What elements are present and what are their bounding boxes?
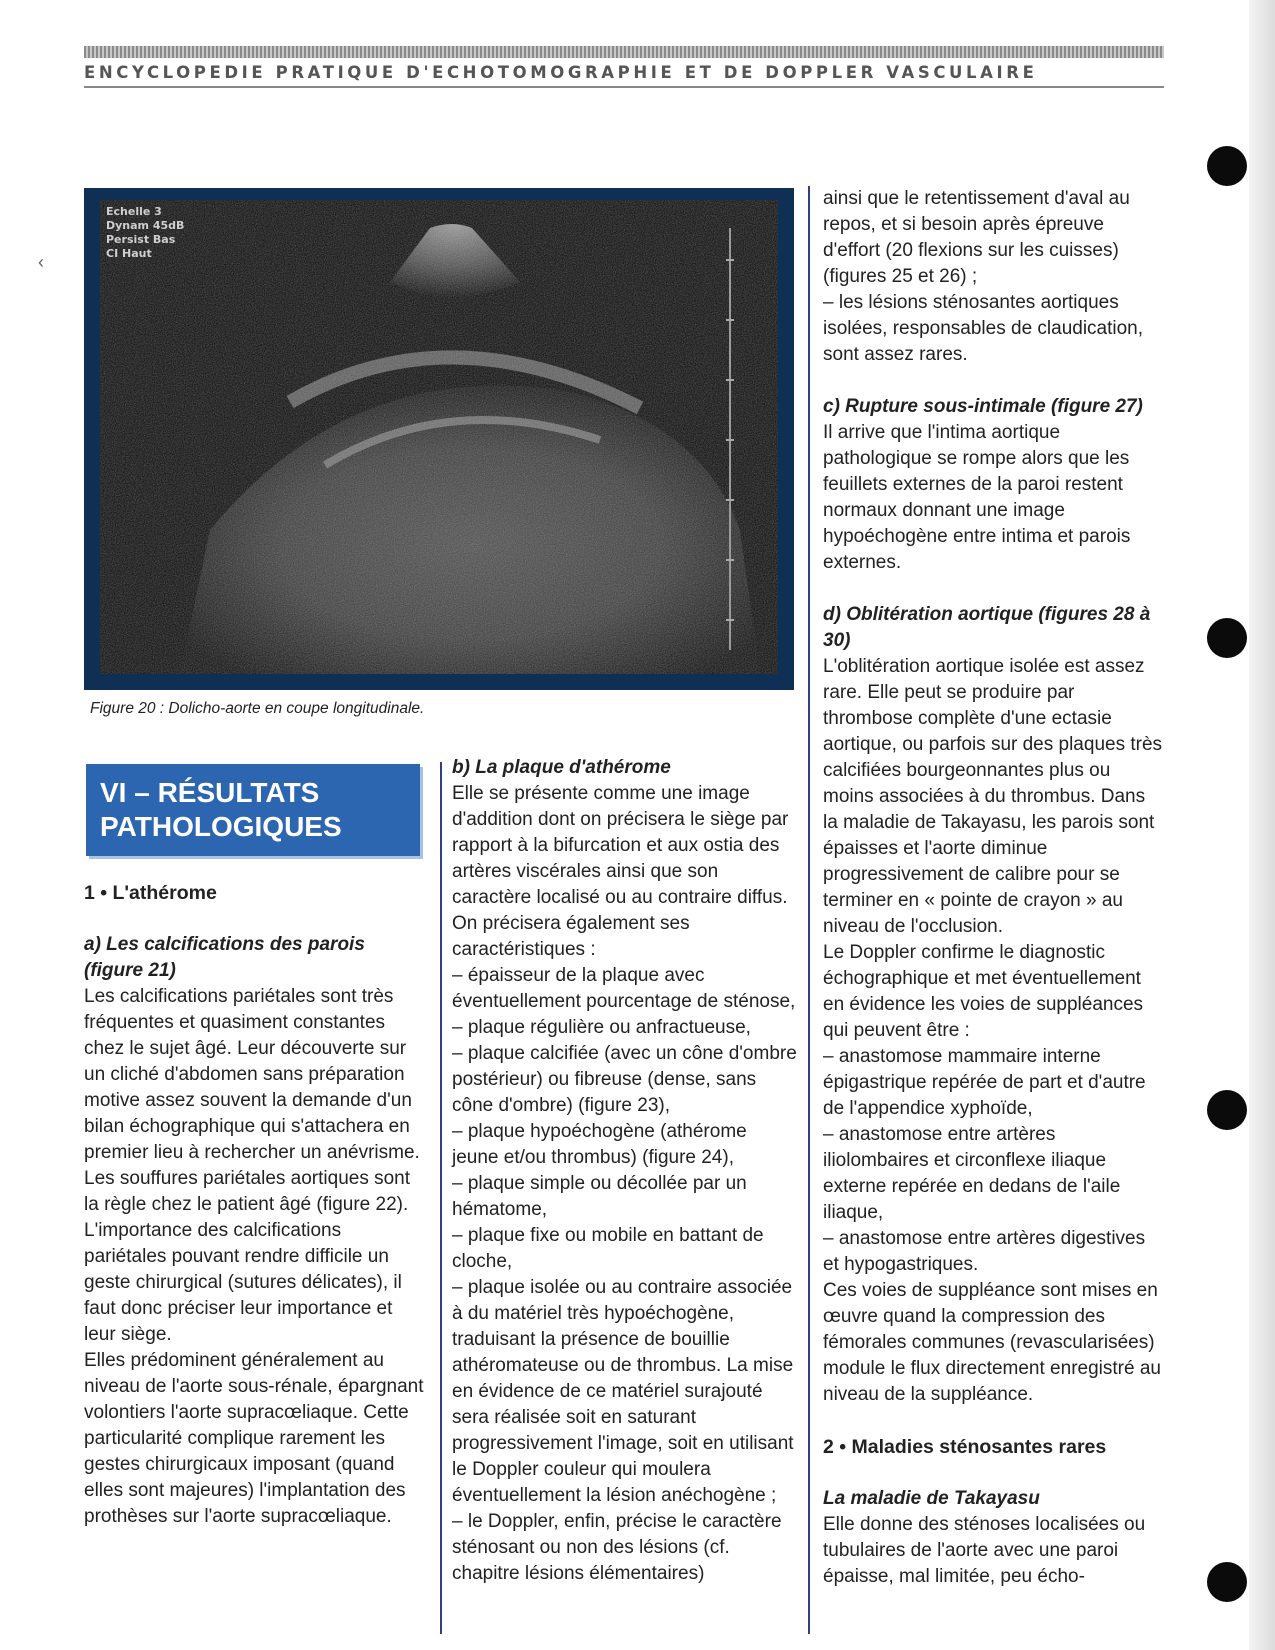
paragraph: Ces voies de suppléance sont mises en œuvre quand la compression des fémorales communes (revascularisées) module le flux directement enregistré au niveau de la suppléance. xyxy=(823,1280,1161,1405)
paragraph: On précisera également ses caractéristiques : xyxy=(452,913,690,960)
paragraph: L'importance des calcifications pariétales pouvant rendre difficile un geste chirurgical (sutures délicates), il faut donc préciser leur importance et leur siège. xyxy=(84,1220,402,1345)
ultrasound-settings xyxy=(106,205,184,261)
header-rule xyxy=(84,86,1164,88)
paragraph: – anastomose entre artères iliolombaires et circonflexe iliaque externe repérée en dedans de l'aile iliaque, xyxy=(823,1124,1121,1223)
section-heading-line: VI – RÉSULTATS xyxy=(100,777,320,808)
figure-caption: Figure 20 : Dolicho-aorte en coupe longitudinale. xyxy=(90,700,425,717)
paragraph-gap xyxy=(84,906,424,932)
subheading: b) La plaque d'athérome xyxy=(452,757,671,778)
paragraph: – plaque calcifiée (avec un cône d'ombre postérieur) ou fibreuse (dense, sans cône d'ombre) (figure 23), xyxy=(452,1043,797,1116)
paragraph: – plaque hypoéchogène (athérome jeune et/ou thrombus) (figure 24), xyxy=(452,1121,747,1168)
column-rule xyxy=(808,186,810,1634)
paragraph: L'oblitération aortique isolée est assez rare. Elle peut se produire par thrombose complète d'une ectasie aortique, ou parfois sur des plaques très calcifiées bourgeonnantes plus ou moins associées à du thrombus. Dans la maladie de Takayasu, les parois sont épaisses et l'aorte diminue progressivement de calibre pour se terminer en « pointe de crayon » au niveau de l'occlusion. xyxy=(823,656,1163,937)
setting-label: Persist Bas xyxy=(106,233,176,246)
setting-label: Echelle 3 xyxy=(106,205,162,218)
middle-column xyxy=(452,755,797,1587)
ultrasound-image xyxy=(100,200,778,674)
paragraph: – plaque isolée ou au contraire associée à du matériel très hypoéchogène, traduisant la présence de bouillie athéromateuse ou de thrombus. La mise en évidence de ce matériel surajouté sera réalisée soit en saturant progressivement l'image, soit en utilisant le Doppler couleur qui moulera éventuellement la lésion anéchogène ; xyxy=(452,1277,794,1506)
paragraph-gap xyxy=(823,576,1165,602)
setting-label: Dynam 45dB xyxy=(106,219,185,232)
paragraph-gap xyxy=(823,1408,1165,1434)
paragraph: – les lésions sténosantes aortiques isolées, responsables de claudication, sont assez rares. xyxy=(823,292,1144,365)
section-heading-line: PATHOLOGIQUES xyxy=(100,811,342,842)
subheading: c) Rupture sous-intimale (figure 27) xyxy=(823,396,1143,417)
running-head xyxy=(84,46,1164,88)
paragraph: – anastomose entre artères digestives et hypogastriques. xyxy=(823,1228,1146,1275)
running-head-title: ENCYCLOPEDIE PRATIQUE D'ECHOTOMOGRAPHIE ET DE DOPPLER VASCULAIRE xyxy=(84,63,1038,82)
setting-label: CI Haut xyxy=(106,247,152,260)
paragraph-gap xyxy=(823,1460,1165,1486)
punch-hole xyxy=(1207,1090,1247,1130)
punch-hole xyxy=(1207,1562,1247,1602)
paragraph: – le Doppler, enfin, précise le caractère sténosant ou non des lésions (cf. chapitre lésions élémentaires) xyxy=(452,1511,782,1584)
ultrasound-screen xyxy=(100,200,778,674)
paragraph: Elle se présente comme une image d'addition dont on précisera le siège par rapport à la bifurcation et aux ostia des artères viscérales ainsi que son caractère localisé ou au contraire diffus. xyxy=(452,783,789,908)
paragraph-gap xyxy=(823,368,1165,394)
header-hatch-bar xyxy=(84,46,1164,58)
paragraph: – plaque fixe ou mobile en battant de cloche, xyxy=(452,1225,764,1272)
section-heading xyxy=(86,764,420,856)
column-rule xyxy=(440,762,442,1634)
punch-hole xyxy=(1207,146,1247,186)
punch-hole xyxy=(1207,618,1247,658)
right-column xyxy=(823,186,1165,1590)
ultrasound-figure xyxy=(84,188,794,690)
subheading: d) Oblitération aortique (figures 28 à 30) xyxy=(823,604,1151,651)
subheading: 1 • L'athérome xyxy=(84,882,217,904)
subheading: La maladie de Takayasu xyxy=(823,1488,1040,1509)
paragraph: – anastomose mammaire interne épigastrique repérée de part et d'autre de l'appendice xyphoïde, xyxy=(823,1046,1146,1119)
left-column xyxy=(84,880,424,1530)
paragraph: Le Doppler confirme le diagnostic échographique et met éventuellement en évidence les voies de suppléances qui peuvent être : xyxy=(823,942,1144,1041)
paragraph: Il arrive que l'intima aortique pathologique se rompe alors que les feuillets externes de la paroi restent normaux donnant une image hypoéchogène entre intima et parois externes. xyxy=(823,422,1131,573)
paragraph: Elles prédominent généralement au niveau de l'aorte sous-rénale, épargnant volontiers l'aorte supracœliaque. Cette particularité complique rarement les gestes chirurgicaux imposant (quand elles sont majeures) l'implantation des prothèses sur l'aorte supracœliaque. xyxy=(84,1350,424,1527)
subheading: a) Les calcifications des parois (figure 21) xyxy=(84,934,365,981)
paragraph: Elle donne des sténoses localisées ou tubulaires de l'aorte avec une paroi épaisse, mal limitée, peu écho- xyxy=(823,1514,1146,1587)
margin-mark: ‹ xyxy=(38,252,44,272)
paragraph: – épaisseur de la plaque avec éventuellement pourcentage de sténose, xyxy=(452,965,796,1012)
page-edge xyxy=(1249,0,1275,1650)
paragraph: – plaque simple ou décollée par un hématome, xyxy=(452,1173,747,1220)
paragraph: Les calcifications pariétales sont très fréquentes et quasiment constantes chez le sujet âgé. Leur découverte sur un cliché d'abdomen sans préparation motive assez souvent la demande d'un bilan échographique qui s'attachera en premier lieu à rechercher un anévrisme. Les souffures pariétales aortiques sont la règle chez le patient âgé (figure 22). xyxy=(84,986,420,1215)
subheading: 2 • Maladies sténosantes rares xyxy=(823,1436,1107,1458)
speckle-noise xyxy=(100,200,778,674)
paragraph: ainsi que le retentissement d'aval au repos, et si besoin après épreuve d'effort (20 flexions sur les cuisses) (figures 25 et 26) ; xyxy=(823,188,1130,287)
paragraph: – plaque régulière ou anfractueuse, xyxy=(452,1017,751,1038)
